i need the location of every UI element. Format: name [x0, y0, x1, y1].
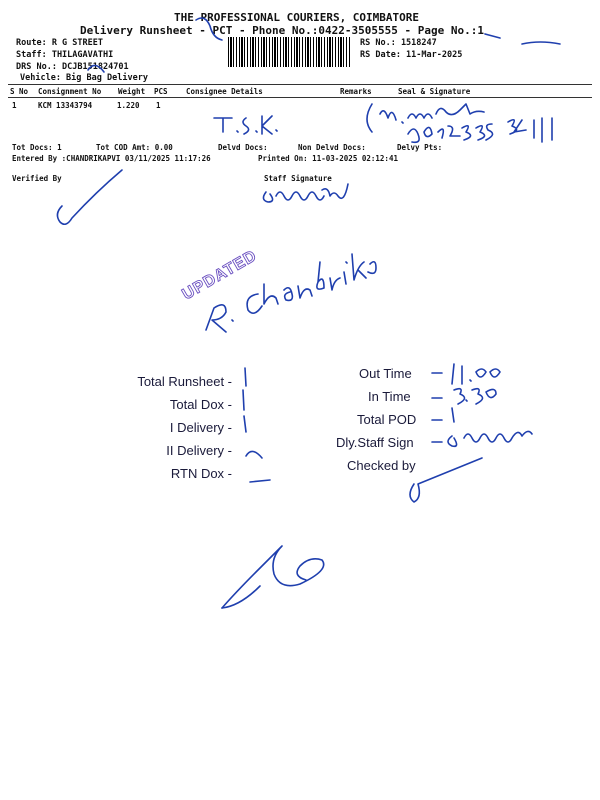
- entered-by: Entered By :CHANDRIKAPVI 03/11/2025 11:17:26: [12, 154, 211, 163]
- row-1-weight: 1.220: [117, 101, 140, 110]
- updated-stamp-text: UPDATED: [179, 247, 261, 304]
- in-time-label: In Time: [368, 389, 411, 404]
- top-right-scribble: [485, 34, 560, 44]
- rtn-dox-value: [250, 480, 270, 482]
- bottom-signature-tail: [222, 586, 260, 608]
- company-name: THE PROFESSIONAL COURIERS, COIMBATORE: [174, 11, 420, 24]
- staff-label: Staff: THILAGAVATHI: [16, 50, 114, 60]
- total-runsheet-label: Total Runsheet -: [137, 374, 232, 389]
- rtn-dox-label: RTN Dox -: [170, 466, 232, 481]
- total-dox-label: Total Dox -: [169, 397, 232, 412]
- non-delvd-docs: Non Delvd Docs:: [298, 143, 366, 152]
- i-delivery-value: [244, 416, 246, 432]
- tot-docs: Tot Docs: 1: [12, 143, 62, 152]
- consignee-tsk: [214, 116, 277, 134]
- bottom-signature: [222, 546, 324, 608]
- total-dox-value: [243, 390, 244, 410]
- total-pod-value: [432, 408, 454, 422]
- vehicle-overlay-scribble: [88, 65, 104, 72]
- col-sno: S No: [10, 87, 29, 96]
- printed-on: Printed On: 11-03-2025 02:12:41: [258, 154, 398, 163]
- row-1-sno: 1: [12, 101, 17, 110]
- delvy-pts: Delvy Pts:: [397, 143, 443, 152]
- row-1-consignment: KCM 13343794: [38, 101, 93, 110]
- row-1-pcs: 1: [156, 101, 161, 110]
- route-label: Route: R G STREET: [16, 38, 103, 48]
- verified-by-label: Verified By: [12, 174, 62, 183]
- verified-check-mark: [57, 170, 122, 224]
- checked-by-signature: [410, 458, 482, 502]
- col-remarks: Remarks: [340, 87, 372, 96]
- drs-number: DRS No.: DCJB151824701: [16, 62, 129, 72]
- remarks-signature: [367, 104, 484, 132]
- dly-staff-sign-label: Dly.Staff Sign: [336, 435, 414, 450]
- staff-signature-label: Staff Signature: [264, 174, 332, 183]
- runsheet-title: Delivery Runsheet - PCT - Phone No.:0422-3505555 - Page No.:1: [80, 24, 484, 37]
- col-seal: Seal & Signature: [398, 87, 471, 96]
- dly-staff-sign-value: [432, 431, 532, 446]
- staff-signature-scrawl: [263, 184, 348, 202]
- out-time-value: [452, 364, 500, 384]
- checked-by-label: Checked by: [347, 458, 416, 473]
- tot-cod: Tot COD Amt: 0.00: [96, 143, 173, 152]
- vehicle-label: Vehicle: Big Bag Delivery: [20, 73, 148, 83]
- total-runsheet-value: [245, 368, 246, 386]
- col-consignment: Consignment No: [38, 87, 102, 96]
- col-pcs: PCS: [154, 87, 168, 96]
- rs-number: RS No.: 1518247: [360, 38, 437, 48]
- ii-delivery-value: [246, 451, 262, 458]
- total-pod-label: Total POD: [357, 412, 417, 427]
- col-weight: Weight: [118, 87, 146, 96]
- i-delivery-label: I Delivery -: [169, 420, 232, 435]
- ii-delivery-label: II Delivery -: [166, 443, 232, 458]
- updated-stamp: [180, 247, 261, 303]
- out-time-label: Out Time: [359, 366, 412, 381]
- delvd-docs: Delvd Docs:: [218, 143, 268, 152]
- in-time-value: [454, 389, 496, 404]
- col-consignee: Consignee Details: [186, 87, 263, 96]
- title-overlay-scribble: [196, 18, 222, 40]
- rs-date: RS Date: 11-Mar-2025: [360, 50, 463, 60]
- phone-number-scrawl: [408, 118, 552, 142]
